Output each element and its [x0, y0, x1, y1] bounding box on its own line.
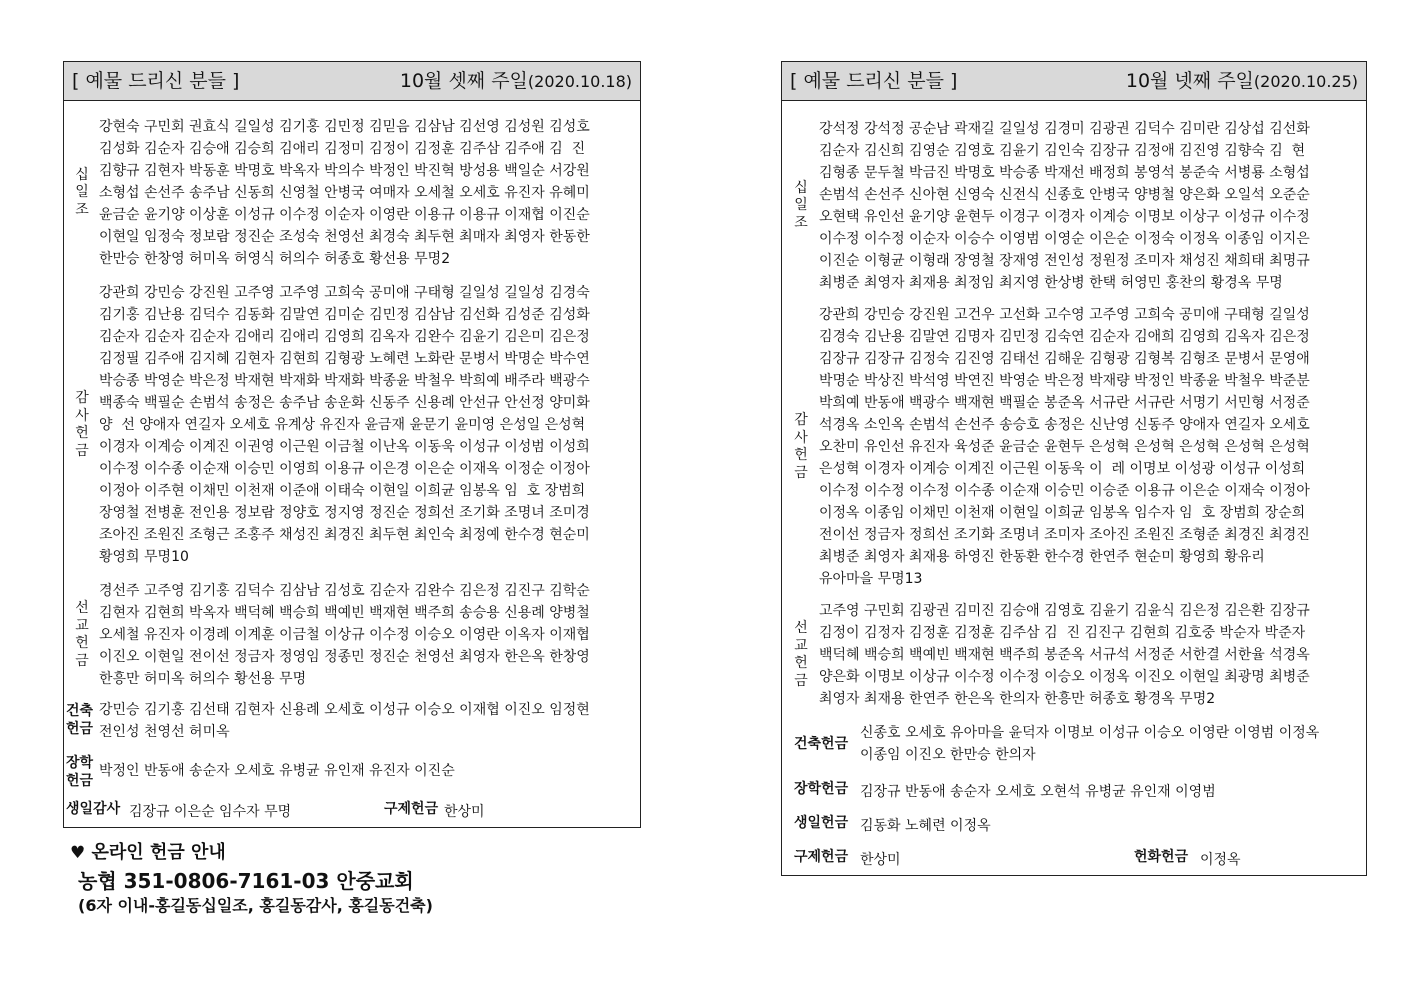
relief-label: 구제헌금: [384, 801, 439, 817]
panel-title: [ 예물 드리신 분들 ]: [72, 70, 240, 92]
section-label: 십 일 조: [75, 166, 89, 218]
thanks-section: [64, 282, 642, 572]
scholarship-names: 박정인 반동애 송순자 오세호 유병균 유인재 유진자 이진순: [99, 763, 455, 779]
notice-title: 온라인 헌금 안내: [91, 842, 226, 863]
section-label: 감 사 헌 금: [794, 412, 808, 481]
relief-names: 한상미: [860, 852, 901, 868]
account-detail: (6자 이내-홍길동십일조, 홍길동감사, 홍길동건축): [78, 896, 433, 915]
panel-date: [1126, 62, 1358, 101]
tithe-section: [782, 118, 1368, 298]
scholarship-row: [782, 781, 1368, 803]
building-row: [782, 722, 1368, 768]
date-label: (2020.10.25): [1253, 72, 1358, 91]
week-label: 10월 넷째 주일: [1125, 70, 1254, 92]
panel-header: [64, 62, 640, 101]
flower-label: 헌화헌금: [1134, 849, 1189, 865]
thanks-names: 강관희 강민승 강진원 고주영 고주영 고희숙 공미애 구태형 길일성 길일성 김경숙 김기홍 김난용 김덕수 김동화 김말연 김미순 김민정 김삼남 김선화 김성준 김성화 김순자 김순자 김순자 김애리 김애리 김영희 김옥자 김완수 김윤기 김은미 김은정 김정필 김주애 김지혜 김현자 김현희 김형광 노혜련 노화란 문병서 박명순 박수연 박승종 박영순 박은정 박재현 박재화 박재화 박종윤 박철우 박희예 배주라 백광수 백종숙 백필순 손범석 송정은 송주남 송운화 신동주 신용례 안선규 안선정 양미화 양 선 양애자 연길자 오세호 유계상 유진자 윤금재 윤문기 윤미영 은성일 은성혁 이경자 이계승 이계진 이권영 이근원 이금철 이난옥 이동욱 이성규 이성범 이성희 이수정 이수종 이순재 이승민 이영희 이용규 이은경 이은순 이재옥 이정순 이정아 이정아 이주현 이채민 이천재 이준애 이태숙 이현일 이희균 임봉옥 임 호 장범희 장영철 전병훈 전인용 정보람 정양호 정지영 정진순 정희선 조기화 조명녀 조미경 조아진 조원진 조형근 조홍주 채성진 최경진 최두현 최인숙 최정예 한수경 현순미 황영희 무명10: [99, 285, 590, 565]
panel-title: [ 예물 드리신 분들 ]: [790, 70, 958, 92]
scholarship-row: [64, 755, 642, 791]
mission-names: 고주영 구민회 김광권 김미진 김승애 김영호 김윤기 김윤식 김은정 김은환 김장규 김정이 김정자 김정훈 김정훈 김주삼 김 진 김진구 김현희 김호중 박순자 박준자 백덕혜 백승희 백예빈 백재현 백주희 봉준옥 서규석 서정준 서한결 서한율 석경옥 양은화 이명보 이상규 이수정 이수정 이승오 이정옥 이진오 이현일 최광명 최병준 최영자 최재용 한연주 한은옥 한의자 한흥만 허종호 황경옥 무명2: [819, 603, 1310, 707]
scholarship-label: 장학헌금: [794, 781, 849, 797]
week-label: 10월 셋째 주일: [399, 70, 528, 92]
bank-account: 농협 351-0806-7161-03 안중교회: [78, 869, 414, 893]
birthday-names: 김동화 노혜련 이정옥: [860, 818, 991, 834]
thanks-names: 강관희 강민승 강진원 고건우 고선화 고수영 고주영 고희숙 공미애 구태형 길일성 김경숙 김난용 김말연 김명자 김민정 김숙연 김순자 김애희 김영희 김옥자 김은정 김장규 김장규 김정숙 김진영 김태선 김해운 김형광 김형복 김형조 문병서 문영애 박명순 박상진 박석영 박연진 박영순 박은정 박재량 박정인 박종윤 박철우 박준분 박희예 반동애 백광수 백재현 백필순 봉준옥 서규란 서규란 서명기 서민형 서정준 석경옥 소인옥 손범석 손선주 송승호 송정은 신난영 신동주 양애자 연길자 오세호 오찬미 유인선 유진자 육성준 윤금순 윤현두 은성혁 은성혁 은성혁 은성혁 은성혁 은성혁 이경자 이계승 이계진 이근원 이동욱 이 레 이명보 이성광 이성규 이성희 이수정 이수정 이수정 이수종 이순재 이승민 이승준 이용규 이은순 이재숙 이정아 이정옥 이종임 이채민 이천재 이현일 이희균 임봉옥 임수자 임 호 장범희 장순희 전이선 정금자 정희선 조기화 조명녀 조미자 조아진 조원진 조형준 최경진 최경진 최병준 최영자 최재용 하영진 한동환 한수경 한연주 현순미 황영희 황유리 유아마을 무명13: [819, 307, 1310, 587]
thanks-section: [782, 304, 1368, 594]
offering-list-week4: [781, 61, 1367, 876]
scholarship-names: 김장규 반동애 송순자 오세호 오현석 유병균 유인재 이영범: [860, 784, 1216, 800]
building-names: 강민승 김기홍 김선태 김현자 신용례 오세호 이성규 이승오 이재협 이진오 임정현 전인성 천영선 허미옥: [99, 702, 590, 740]
section-label: 십 일 조: [794, 179, 808, 231]
flower-names: 이정옥: [1200, 852, 1241, 868]
birthday-row: [782, 815, 1368, 837]
building-row: [64, 699, 642, 745]
relief-row: [782, 849, 1368, 871]
date-label: (2020.10.18): [527, 72, 632, 91]
mission-section: [64, 580, 642, 694]
scholarship-label: 장학 헌금: [66, 755, 94, 789]
panel-date: [400, 62, 632, 101]
tithe-section: [64, 116, 642, 274]
building-label: 건축 헌금: [66, 703, 94, 737]
birthday-label: 생일헌금: [794, 815, 849, 831]
birthday-label: 생일감사: [66, 801, 121, 817]
panel-header: [782, 62, 1366, 101]
building-names: 신종호 오세호 유아마을 윤덕자 이명보 이성규 이승오 이영란 이영범 이정옥 이종임 이진오 한만승 한의자: [860, 725, 1320, 763]
online-offering-notice: [70, 838, 226, 864]
birthday-row: [64, 801, 642, 823]
offering-list-week3: [63, 61, 641, 828]
relief-label: 구제헌금: [794, 849, 849, 865]
section-label: 선 교 헌 금: [75, 600, 89, 669]
section-label: 감 사 헌 금: [75, 390, 89, 459]
mission-section: [782, 600, 1368, 714]
birthday-names: 김장규 이은순 임수자 무명: [129, 804, 292, 820]
tithe-names: 강현숙 구민회 권효식 길일성 김기홍 김민정 김믿음 김삼남 김선영 김성원 김성호 김성화 김순자 김승애 김승희 김애리 김정미 김정이 김정훈 김주삼 김주애 김 진 김향규 김현자 박동훈 박명호 박옥자 박의수 박정인 박진혁 방성용 백일순 서강원 소형섭 손선주 송주남 신동희 신영철 안병국 여매자 오세철 오세호 유진자 유혜미 윤금순 윤기양 이상훈 이성규 이수정 이순자 이영란 이용규 이용규 이재협 이진순 이현일 임정숙 정보람 정진순 조성숙 천영선 최경숙 최두현 최매자 최영자 한동한 한만승 한창영 허미옥 허영식 허의수 허종호 황선용 무명2: [99, 119, 590, 267]
section-label: 선 교 헌 금: [794, 620, 808, 689]
tithe-names: 강석정 강석정 공순남 곽재길 길일성 김경미 김광권 김덕수 김미란 김상섭 김선화 김순자 김신희 김영순 김영호 김윤기 김인숙 김장규 김정애 김진영 김향숙 김 현 김형종 문두철 박금진 박명호 박승종 박재선 배정희 봉영석 봉준숙 서병룡 소형섭 손범석 손선주 신아현 신영숙 신전식 신종호 안병국 양병철 양은화 오일석 오준순 오현택 유인선 윤기양 윤현두 이경구 이경자 이계승 이명보 이상구 이성규 이수정 이수정 이수정 이순자 이승수 이영범 이영순 이은순 이정숙 이정옥 이종임 이지은 이진순 이형균 이형래 장영철 장재영 전인성 정원정 조미자 채성진 채희태 최명규 최병준 최영자 최재용 최정임 최지영 한상병 한택 허영민 홍찬의 황경옥 무명: [819, 121, 1310, 291]
relief-names: 한상미: [444, 804, 485, 820]
heart-icon: ♥: [70, 843, 86, 863]
building-label: 건축헌금: [794, 736, 849, 752]
mission-names: 경선주 고주영 김기홍 김덕수 김삼남 김성호 김순자 김완수 김은정 김진구 김학순 김현자 김현희 박옥자 백덕혜 백승희 백예빈 백재현 백주희 송승용 신용례 양병철 오세철 유진자 이경례 이계훈 이금철 이상규 이수정 이승오 이영란 이옥자 이재협 이진오 이현일 전이선 정금자 정영임 정종민 정진순 천영선 최영자 한은옥 한창영 한흥만 허미옥 허의수 황선용 무명: [99, 583, 590, 687]
